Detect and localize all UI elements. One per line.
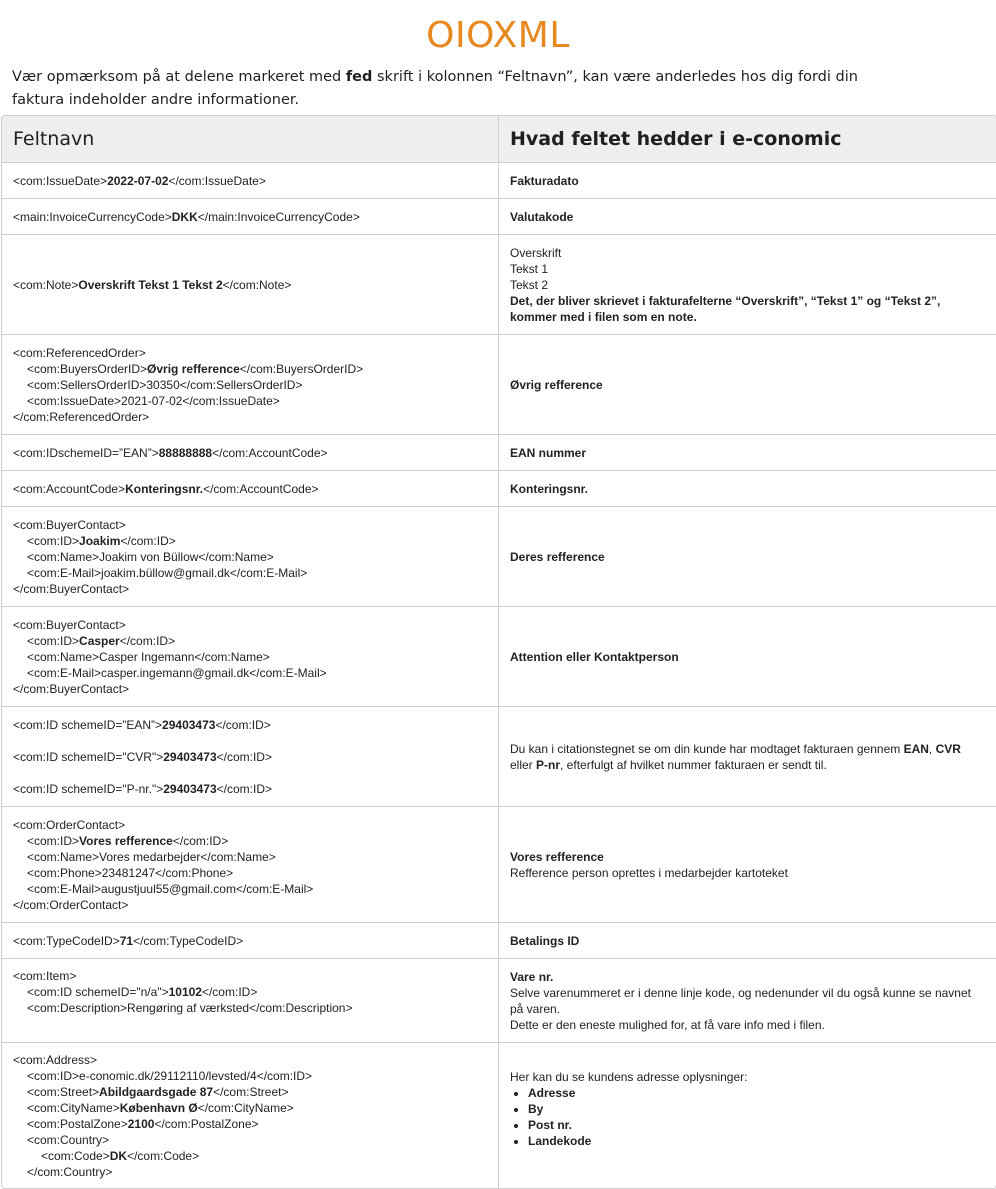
xml-text: </com:ID> (216, 781, 272, 796)
field-cell (2, 235, 499, 334)
xml-text: <com:ID schemeID="CVR"> (13, 749, 164, 764)
field-cell (2, 335, 499, 434)
desc-cell (499, 335, 996, 434)
xml-line: <com:Code>DK</com:Code> (41, 1148, 200, 1163)
desc-text: Betalings ID (510, 933, 580, 948)
desc-text: EAN nummer (510, 445, 587, 460)
xml-value: 29403473 (163, 749, 217, 764)
xml-line: <com:Address> (13, 1052, 98, 1067)
xml-line: <com:ID>e-conomic.dk/29112110/levsted/4</com:ID> (27, 1068, 313, 1083)
xml-line: </com:Country> (27, 1164, 113, 1179)
xml-line (13, 833, 487, 849)
column-header-economic: Hvad feltet hedder i e-conomic (510, 128, 842, 150)
desc-cell (499, 199, 996, 234)
xml-text: </com:IssueDate> (168, 173, 266, 188)
xml-value: Konteringsnr. (125, 481, 204, 496)
xml-line: <com:Name>Joakim von Büllow</com:Name> (27, 549, 274, 564)
desc-text: Tekst 2 (510, 277, 549, 292)
xml-line: <com:OrderContact> (13, 817, 126, 832)
desc-text: Det, der bliver skrievet i fakturafelterne “Overskrift”, “Tekst 1” og “Tekst 2”, kommer med i filen som en note. (510, 293, 941, 324)
xml-value: Casper (79, 633, 120, 648)
xml-text: <com:ID schemeID="n/a"> (27, 985, 169, 999)
intro-bold: fed (345, 69, 373, 85)
xml-value: Joakim (79, 533, 121, 548)
xml-line: <com:E-Mail>augustjuul55@gmail.com</com:E-Mail> (27, 881, 314, 896)
xml-text: <com:ID schemeID=”EAN”> (13, 717, 163, 732)
xml-line: <com:Name>Casper Ingemann</com:Name> (27, 649, 270, 664)
xml-line: </com:BuyerContact> (13, 681, 130, 696)
xml-line (13, 984, 487, 1000)
xml-line: <com:Name>Vores medarbejder</com:Name> (27, 849, 276, 864)
xml-text: <com:IssueDate> (13, 173, 108, 188)
xml-text: <com:ID> (27, 533, 80, 548)
desc-cell (499, 507, 996, 606)
xml-text: </main:InvoiceCurrencyCode> (197, 209, 360, 224)
xml-text: </com:ID> (119, 633, 176, 648)
xml-line: <com:Phone>23481247</com:Phone> (27, 865, 234, 880)
field-cell (2, 507, 499, 606)
xml-text: <com:ID schemeID="P-nr."> (13, 781, 164, 796)
xml-value: DKK (171, 209, 198, 224)
desc-text: Overskrift (510, 245, 562, 260)
column-header-feltnavn: Feltnavn (2, 116, 499, 162)
xml-line (13, 633, 487, 649)
xml-text: <com:ID> (27, 833, 80, 848)
xml-line: <com:ReferencedOrder> (13, 345, 146, 360)
field-cell (2, 807, 499, 922)
field-cell (2, 471, 499, 506)
desc-text: Vare nr. (510, 969, 554, 984)
xml-line (13, 361, 487, 377)
xml-line: <com:Description>Rengøring af værksted</com:Description> (27, 1001, 353, 1015)
list-item: • Adresse (528, 1085, 985, 1101)
desc-text: Du kan i citationstegnet se om din kunde har modtaget fakturaen gennem EAN, CVR eller P-nr, efterfulgt af hvilket nummer fakturaen er sendt til. (510, 741, 961, 772)
xml-line: <com:Street>Abildgaardsgade 87</com:Street> (27, 1084, 289, 1099)
xml-value: 88888888 (158, 445, 213, 460)
xml-line: <com:Item> (13, 969, 77, 983)
xml-text: <com:BuyersOrderID> (27, 361, 148, 376)
xml-line: <com:IssueDate>2021-07-02</com:IssueDate> (27, 393, 280, 408)
xml-value: 29403473 (162, 717, 216, 732)
table-row (2, 922, 996, 958)
xml-text: </com:TypeCodeID> (133, 933, 244, 948)
page-title: OIOXML (426, 15, 570, 56)
table-row (2, 434, 996, 470)
xml-text: <com:ID> (27, 633, 80, 648)
table-row (2, 506, 996, 606)
xml-line: </com:BuyerContact> (13, 581, 130, 596)
xml-line (13, 749, 487, 765)
desc-cell (499, 1043, 996, 1188)
xml-line: <com:CityName>København Ø</com:CityName> (27, 1100, 294, 1115)
table-row (2, 234, 996, 334)
xml-line: <com:BuyerContact> (13, 617, 126, 632)
table-row (2, 1042, 996, 1188)
xml-text: </com:ID> (120, 533, 176, 548)
desc-text: Selve varenummeret er i denne linje kode, og nedenunder vil du også kunne se navnet på varen. (510, 985, 971, 1016)
list-item: • Post nr. (528, 1117, 985, 1133)
table-header (2, 116, 996, 162)
xml-text: </com:AccountCode> (203, 481, 319, 496)
desc-text: Vores refference (510, 849, 604, 864)
xml-line: </com:ReferencedOrder> (13, 409, 150, 424)
xml-value: Øvrig refference (147, 361, 240, 376)
xml-line: <com:PostalZone>2100</com:PostalZone> (27, 1116, 259, 1131)
xml-value: Vores refference (79, 833, 173, 848)
intro-part: Vær opmærksom på at delene markeret med (12, 69, 346, 85)
desc-cell (499, 435, 996, 470)
field-cell (2, 163, 499, 198)
intro-text (12, 66, 892, 112)
xml-text: </com:ID> (172, 833, 229, 848)
xml-text: </com:BuyersOrderID> (239, 361, 364, 376)
xml-text: <com:Note> (13, 277, 79, 292)
table-row (2, 198, 996, 234)
field-cell (2, 959, 499, 1042)
table-row (2, 606, 996, 706)
xml-text: <com:TypeCodeID> (13, 933, 120, 948)
desc-text: Øvrig refference (510, 377, 603, 392)
table-row (2, 334, 996, 434)
field-cell (2, 607, 499, 706)
desc-text: Tekst 1 (510, 261, 549, 276)
desc-cell (499, 163, 996, 198)
desc-cell (499, 235, 996, 334)
xml-line (13, 717, 487, 733)
xml-text: <com:IDschemeID=”EAN”> (13, 445, 159, 460)
xml-text: <main:InvoiceCurrencyCode> (13, 209, 172, 224)
desc-text: Dette er den eneste mulighed for, at få vare info med i filen. (510, 1017, 825, 1032)
xml-value: 29403473 (163, 781, 217, 796)
table-row (2, 706, 996, 806)
xml-text: </com:ID> (201, 985, 258, 999)
table-row (2, 958, 996, 1042)
mapping-table (1, 115, 996, 1189)
xml-value: 71 (119, 933, 134, 948)
desc-cell (499, 807, 996, 922)
field-cell (2, 707, 499, 806)
xml-line: <com:BuyerContact> (13, 517, 126, 532)
xml-text: </com:Note> (222, 277, 292, 292)
intro-part: skrift i kolonnen “Feltnavn”, kan være anderledes hos dig fordi din faktura indeholder andre informationer. (12, 69, 858, 108)
list-item: • Landekode (528, 1133, 985, 1149)
xml-line: <com:SellersOrderID>30350</com:SellersOrderID> (27, 377, 303, 392)
field-cell (2, 435, 499, 470)
field-cell (2, 923, 499, 958)
xml-text: <com:AccountCode> (13, 481, 126, 496)
xml-text: </com:AccountCode> (212, 445, 328, 460)
xml-line: <com:E-Mail>joakim.büllow@gmail.dk</com:E-Mail> (27, 565, 308, 580)
desc-text: Attention eller Kontaktperson (510, 649, 679, 664)
desc-text: Valutakode (510, 209, 574, 224)
desc-cell (499, 607, 996, 706)
list-item: • By (528, 1101, 985, 1117)
xml-line: <com:Country> (27, 1132, 110, 1147)
desc-text: Her kan du se kundens adresse oplysninger: (510, 1070, 748, 1084)
xml-line: </com:OrderContact> (13, 897, 129, 912)
desc-text: Refference person oprettes i medarbejder kartoteket (510, 865, 788, 880)
field-cell (2, 1043, 499, 1188)
desc-text: Deres refference (510, 549, 605, 564)
xml-line (13, 781, 487, 797)
xml-line: <com:E-Mail>casper.ingemann@gmail.dk</com:E-Mail> (27, 665, 327, 680)
desc-text: Fakturadato (510, 173, 579, 188)
xml-value: 2022-07-02 (107, 173, 169, 188)
field-cell (2, 199, 499, 234)
xml-line (13, 533, 487, 549)
desc-text: Konteringsnr. (510, 481, 589, 496)
table-row (2, 470, 996, 506)
desc-cell (499, 923, 996, 958)
xml-text: </com:ID> (216, 749, 272, 764)
table-row (2, 806, 996, 922)
xml-value: 10102 (168, 985, 202, 999)
desc-cell (499, 707, 996, 806)
table-row (2, 162, 996, 198)
desc-cell (499, 471, 996, 506)
address-bullet-list (510, 1085, 985, 1149)
desc-cell (499, 959, 996, 1042)
xml-text: </com:ID> (215, 717, 271, 732)
xml-value: Overskrift Tekst 1 Tekst 2 (78, 277, 223, 292)
